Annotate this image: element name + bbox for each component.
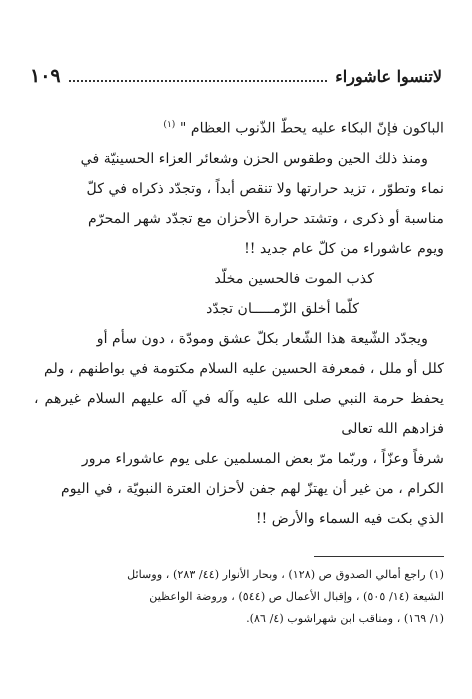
footnote-line: (١/ ١٦٩) ، ومناقب ابن شهراشوب (٤/ ٨٦). <box>246 612 444 625</box>
text-line <box>34 110 444 144</box>
poem-verse-1: كذب الموت فالحسين مخلّد <box>214 270 374 287</box>
footnote-line: (١) راجع أمالي الصدوق ص (١٢٨) ، وبحار الأنوار (٤٤/ ٢٨٣) ، ووسائل <box>127 568 444 581</box>
footnotes <box>34 564 444 630</box>
footnote-line: الشيعة (١٤/ ٥٠٥) ، وإقبال الأعمال ص (٥٤٤) ، وروضة الواعظين <box>149 590 444 603</box>
text-line-content: الباكون فإنّ البكاء عليه يحطّ الذّنوب العظام " <box>179 120 444 137</box>
footnote-ref: (١) <box>163 120 176 130</box>
footnote <box>34 564 444 630</box>
text-line: ويوم عاشوراء من كلّ عام جديد !! <box>244 240 444 257</box>
poem-verse-2: كلّما أخلق الزّمـــــان تجدّد <box>206 300 359 317</box>
text-line: نماء وتطوّر ، تزيد حرارتها ولا تنقص أبداً ، وتجدّد ذكراه في كلّ <box>86 180 444 197</box>
text-line: ويجدّد الشّيعة هذا الشّعار بكلّ عشق ومودّة ، دون سأم أو <box>96 330 428 347</box>
text-line: شرفاً وعزّاً ، وربّما مرّ بعض المسلمين على يوم عاشوراء مرور <box>81 450 444 467</box>
text-line: كلل أو ملل ، فمعرفة الحسين عليه السلام مكتومة في بواطنهم ، ولم <box>44 360 444 377</box>
footnote-divider <box>314 556 444 557</box>
running-title: لاتنسوا عاشوراء <box>335 66 442 86</box>
text-line: الكرام ، من غير أن يهتزّ لهم جفن لأحزان العترة النبويّة ، في اليوم <box>60 480 444 497</box>
page-number: ١٠٩ <box>30 65 61 87</box>
text-line: ومنذ ذلك الحين وطقوس الحزن وشعائر العزاء الحسينيّة في <box>80 150 428 167</box>
text-line: الذي بكت فيه السماء والأرض !! <box>255 510 444 527</box>
main-text <box>34 110 444 534</box>
running-header <box>30 62 442 90</box>
header-dot-leader <box>69 70 328 82</box>
text-line: مناسبة أو ذكرى ، وتشتد حرارة الأحزان مع تجدّد شهر المحرّم <box>88 210 444 227</box>
text-line: يحفظ حرمة النبي صلى الله عليه وآله في آله عليهم السلام غيرهم ، فزادهم الله تعالى <box>34 390 444 437</box>
